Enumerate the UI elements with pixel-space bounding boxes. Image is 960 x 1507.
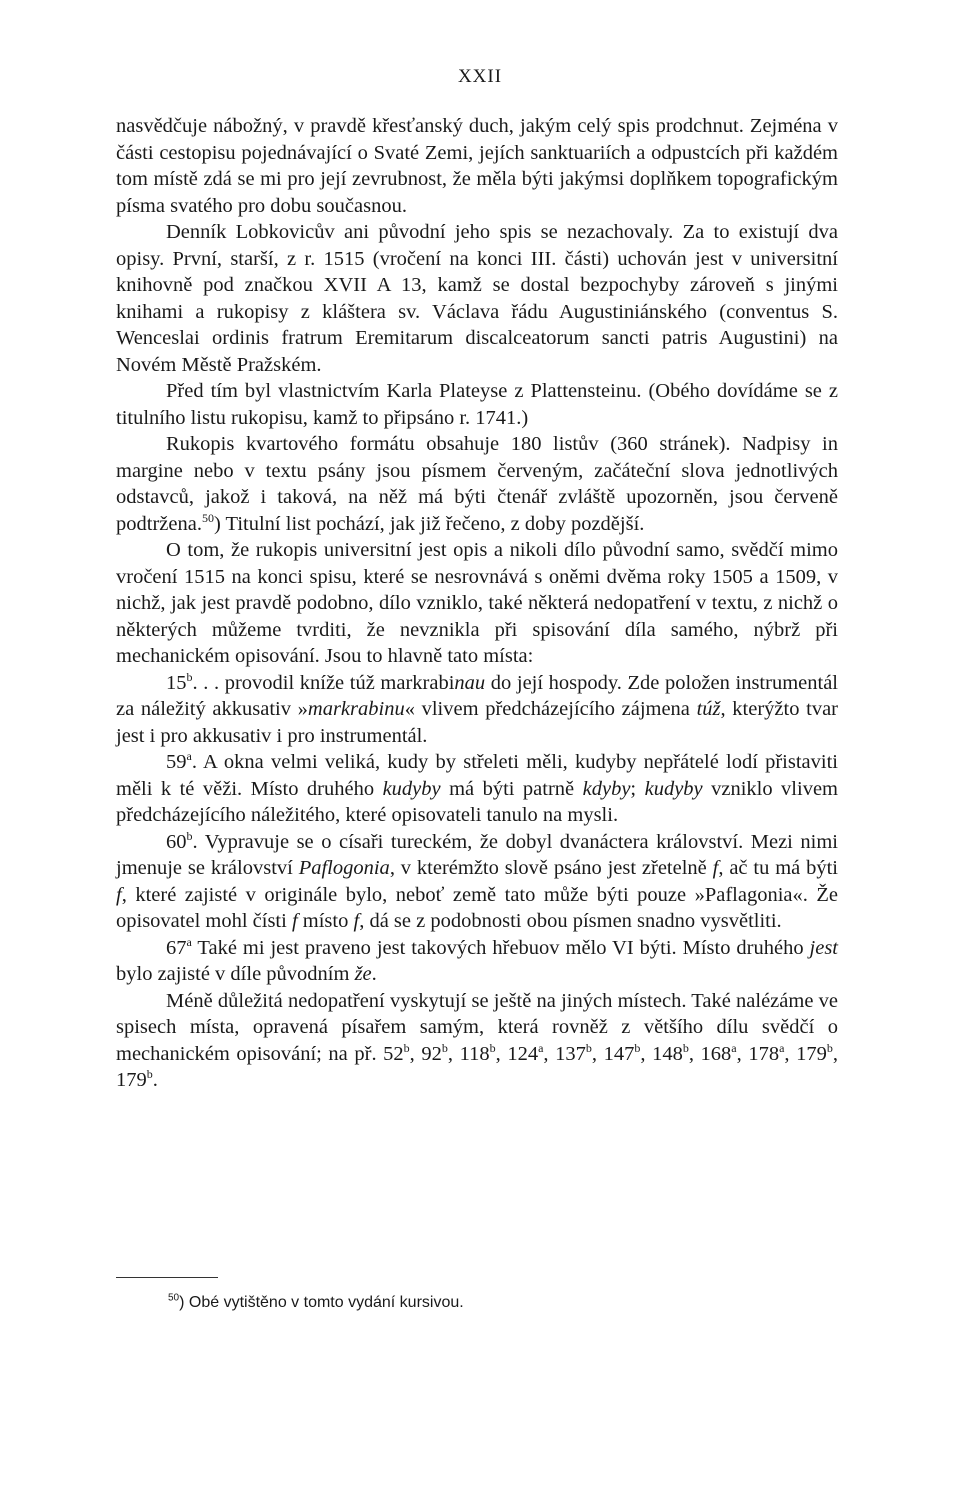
folio-ref: 52: [383, 1042, 404, 1065]
example-italic: nau: [454, 671, 486, 694]
example-text: má býti patrně: [440, 777, 583, 800]
folio-side: b: [146, 1067, 153, 1082]
example-italic: markrabinu: [307, 698, 405, 720]
folio-ref: 118: [459, 1042, 490, 1065]
example-italic: f: [712, 857, 719, 879]
folio-ref: 148: [652, 1042, 683, 1065]
example-text: , v kterémžto slově psáno jest zřetelně: [389, 857, 713, 879]
example-text: . A okna velmi veliká, kudy by střeleti měli, kudyby nepřátelé lodí přistaviti měli k té věži. Místo druhého: [116, 751, 838, 800]
folio-ref: 15: [166, 671, 187, 694]
example-paragraph: [116, 829, 838, 935]
folio-side: b: [585, 1040, 592, 1055]
folio-side: a: [186, 934, 192, 949]
example-paragraph: [116, 749, 838, 829]
example-text: .: [371, 963, 377, 985]
footnote: [168, 1292, 768, 1314]
example-text: místo: [297, 910, 354, 932]
example-italic: kudyby: [644, 777, 703, 800]
folio-side: b: [682, 1040, 689, 1055]
example-italic: že: [354, 963, 372, 985]
example-italic: jest: [809, 936, 838, 959]
example-text: « vlivem předcházejícího zájmena: [404, 698, 697, 720]
folio-ref: 179: [796, 1042, 827, 1065]
example-text: , kterýžto tvar jest i pro akkusativ i pro instrumentál.: [116, 698, 838, 747]
main-text: [116, 113, 838, 1094]
folio-ref: 168: [700, 1042, 732, 1065]
example-text: , ač tu má býti: [718, 857, 838, 879]
folio-side: b: [186, 669, 193, 684]
folio-side: a: [186, 749, 192, 764]
example-italic: f: [116, 883, 122, 906]
paragraph: nasvědčuje nábožný, v pravdě křesťanský duch, jakým celý spis prodchnut. Zejména v části cestopisu pojednávající o Svaté Zemi, jejích sanktuariích a odpustcích při každém tom místě zdá se mi pro její zevrubnost, že měla býti jakýmsi doplňkem topografickým písma svatého pro dobu současnou.: [116, 115, 838, 217]
folio-side: b: [489, 1040, 496, 1055]
footnote-marker: 50: [168, 1292, 180, 1304]
folio-ref: 178: [748, 1042, 780, 1065]
paragraph: Před tím byl vlastnictvím Karla Plateyse z Plattensteinu. (Obého dovídáme se z titulního listu rukopisu, kamž to připsáno r. 1741.): [116, 380, 838, 429]
folio-ref: 59: [166, 751, 187, 773]
paragraph: Rukopis kvartového formátu obsahuje 180 listův (360 stránek). Nadpisy in margine nebo v textu psány jsou písmem červeným, začáteční slova jednotlivých odstavců, jakož i taková, na něž má býti čtenář zvláště upozorněn, jsou červeně podtržena.$^{50}$) Titulní list pochází, jak již řečeno, z doby pozdější.: [116, 433, 838, 535]
folio-side: a: [731, 1040, 737, 1055]
folio-side: a: [538, 1040, 544, 1055]
folio-ref: 137: [555, 1042, 586, 1065]
folio-ref: 124: [507, 1042, 539, 1065]
paragraph-text: Méně důležitá nedopatření vyskytují se ještě na jiných místech. Také nalézáme ve spisech místa, opravená písařem samým, která rovněž z většího dílu svědčí o mechanickém opisování; na př.: [116, 989, 838, 1065]
folio-ref: 179: [116, 1069, 147, 1091]
folio-ref: 92: [421, 1042, 442, 1065]
page-number: XXII: [457, 66, 503, 87]
example-text: do její hospody. Zde položen instrumentál za náležitý akkusativ »: [116, 671, 838, 720]
folio-ref: 60: [166, 830, 187, 853]
example-paragraph: [116, 935, 838, 988]
paragraph-text: Rukopis kvartového formátu obsahuje 180 listův (360 stránek). Nadpisy in margine nebo v textu psány jsou písmem červeným, začáteční slova jednotlivých odstavců, jakož i taková, na něž má býti čtenář zvláště upozorněn, jsou červeně podtržena.: [116, 433, 838, 535]
example-text: vzniklo vlivem předcházejícího náležitého, které opisovateli tanulo na mysli.: [116, 777, 838, 826]
folio-side: b: [826, 1040, 833, 1055]
folio-side: b: [403, 1040, 410, 1055]
example-text: . Vypravuje se o císaři tureckém, že dobyl dvanáctera království. Mezi nimi jmenuje se království: [116, 830, 838, 879]
folio-side: b: [186, 828, 193, 843]
footnote-divider: [116, 1277, 218, 1278]
example-text: Také mi jest praveno jest takových hřebuov mělo VI býti. Místo druhého: [191, 936, 810, 959]
example-italic: f: [353, 910, 360, 932]
example-italic: f: [291, 910, 298, 932]
example-text: bylo zajisté v díle původním: [116, 963, 355, 985]
example-italic: túž: [696, 698, 721, 720]
example-text: ;: [630, 777, 645, 800]
folio-side: b: [634, 1040, 641, 1055]
example-text: , dá se z podobnosti obou písmen snadno vysvětliti.: [359, 910, 782, 932]
example-italic: kudyby: [382, 777, 441, 800]
folio-ref: 67: [166, 936, 187, 959]
footnote-reference: 50: [201, 510, 214, 525]
folio-side: a: [779, 1040, 785, 1055]
folio-side: b: [441, 1040, 448, 1055]
paragraph: Méně důležitá nedopatření vyskytují se ještě na jiných místech. Také nalézáme ve spisech místa, opravená písařem samým, která rovněž z většího dílu svědčí o mechanickém opisování; na př. 52$^b$, 92$^b$, 118$^b$, 124$^a$, 137$^b$, 147$^b$, 148$^b$, 168$^a$, 178$^a$, 179$^b$, 179$^b$.: [116, 989, 838, 1091]
paragraph: O tom, že rukopis universitní jest opis a nikoli dílo původní samo, svědčí mimo vročení 1515 na konci spisu, které se nesrovnává s oněmi dvěma roky 1505 a 1509, v nichž, jak jest pravdě podobno, dílo vzniklo, také některá nedopatření v textu, z nichž o některých můžeme tvrditi, že nevznikla při spisování díla samého, nýbrž při mechanickém opisování. Jsou to hlavně tato místa:: [116, 539, 838, 667]
paragraph: Denník Lobkovicův ani původní jeho spis se nezachovaly. Za to existují dva opisy. První, starší, z r. 1515 (vročení na konci III. části) uchován jest v universitní knihovně pod značkou XVII A 13, kamž se dostal bezpochyby zároveň s jinými knihami a rukopisy z kláštera sv. Václava řádu Augustiniánského (conventus S. Wenceslai ordinis fratrum Eremitarum discalceatorum sancti patris Augustini) na Novém Městě Pražském.: [116, 221, 838, 376]
folio-ref: 147: [603, 1042, 635, 1065]
example-text: . . . provodil kníže túž markrabi: [192, 671, 455, 694]
example-text: , které zajisté v originále bylo, neboť země tato může býti pouze »Paflagonia«. Že opisovatel mohl čísti: [116, 883, 838, 932]
example-paragraph: [116, 670, 838, 750]
paragraph-text: Titulní list pochází, jak již řečeno, z doby pozdější.: [225, 512, 645, 535]
example-italic: kdyby: [582, 777, 631, 800]
footnote-text: ) Obé vytištěno v tomto vydání kursivou.: [179, 1294, 464, 1311]
example-italic: Paflogonia: [298, 857, 390, 879]
